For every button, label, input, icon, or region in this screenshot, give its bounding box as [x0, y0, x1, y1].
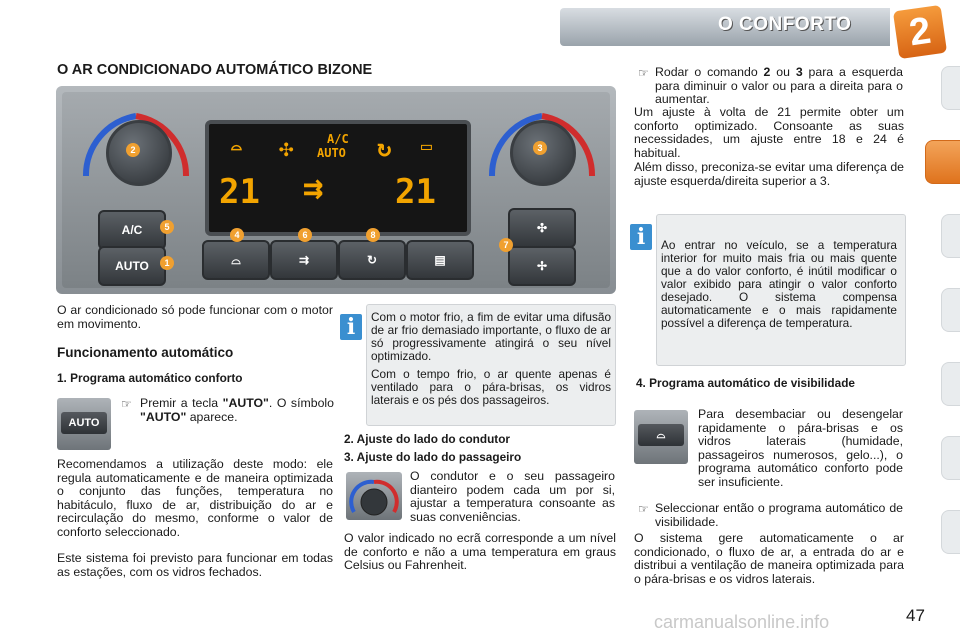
watermark: carmanualsonline.info: [654, 612, 830, 632]
visibility-program-heading: 4. Programa automático de visibilidade: [636, 376, 855, 390]
info-icon: i: [340, 314, 362, 340]
chapter-title: O CONFORTO: [718, 14, 852, 35]
entering-vehicle-note: Ao entrar no veículo, se a temperatura interior for muito mais fria ou mais quente que a do valor conforto, é inútil modificar o valor exibido para atingir o valor conforto desejado. O sistema compensa automaticamente e o mais rapidamente possível a diferença de temperatura.: [661, 238, 897, 330]
auto-key-image: AUTO: [57, 398, 111, 450]
entering-vehicle-info-box: [656, 214, 906, 366]
cold-engine-note: Com o motor frio, a fim de evitar uma difusão de ar frio demasiado importante, o fluxo de ar só progressivamente atingirá o seu nível optimizado.: [371, 310, 611, 363]
display-demist-icon: ⌓: [231, 138, 242, 159]
passenger-side-heading: 3. Ajuste do lado do passageiro: [344, 450, 522, 464]
windscreen-demist-icon: ⌓: [231, 253, 241, 267]
press-auto-instruction: Premir a tecla "AUTO". O símbolo "AUTO" aparece.: [140, 396, 334, 424]
side-tab[interactable]: [941, 214, 960, 258]
optimal-setting-text: Um ajuste à volta de 21 permite obter um conforto optimizado. Consoante as suas necessidades, um ajuste entre 18 e 24 é habitual.: [634, 105, 904, 160]
ac-button[interactable]: A/C: [98, 210, 166, 250]
fan-icon: ✢: [536, 259, 548, 273]
callout-5: 5: [160, 220, 174, 234]
display-rear-demist-icon: ▭: [421, 136, 432, 157]
hand-pointer-icon: ☞: [638, 502, 649, 516]
callout-8: 8: [366, 228, 380, 242]
display-recirculation-icon: ↻: [377, 134, 392, 162]
windscreen-demist-icon: ⌓: [638, 424, 684, 446]
temperature-knob-icon: [346, 472, 402, 520]
hand-pointer-icon: ☞: [638, 66, 649, 80]
display-auto-label: AUTO: [317, 146, 346, 160]
side-tab-active[interactable]: [925, 140, 960, 184]
rear-demist-icon: ▤: [434, 253, 446, 267]
callout-4: 4: [230, 228, 244, 242]
cold-engine-info-box: [366, 304, 616, 426]
callout-3: 3: [533, 141, 547, 155]
airflow-button[interactable]: [270, 240, 338, 280]
display-ac-label: A/C: [327, 132, 349, 146]
fan-icon: ✣: [536, 221, 548, 235]
callout-7: 7: [499, 238, 513, 252]
comfort-program-heading: 1. Programa automático conforto: [57, 371, 243, 385]
display-right-temp: 21: [395, 172, 436, 212]
intro-text: O ar condicionado só pode funcionar com o motor em movimento.: [57, 303, 333, 331]
cold-weather-note: Com o tempo frio, o ar quente apenas é ventilado para o pára-brisas, os vidros laterais e os pés dos passageiros.: [371, 367, 611, 407]
side-tab[interactable]: [941, 66, 960, 110]
fan-speed-down-button[interactable]: [508, 246, 576, 286]
lcd-display: [205, 120, 471, 236]
temp-knob-image: [346, 472, 402, 520]
section-title: O AR CONDICIONADO AUTOMÁTICO BIZONE: [57, 62, 373, 78]
demist-key-image: [634, 410, 688, 464]
difference-advice: Além disso, preconiza-se evitar uma diferença de ajuste esquerda/direita superior a 3.: [634, 160, 904, 188]
side-tab[interactable]: [941, 510, 960, 554]
recirculation-button[interactable]: [338, 240, 406, 280]
turn-knob-instruction: Rodar o comando 2 ou 3 para a esquerda para diminuir o valor ou para a direita para o aumentar.: [655, 65, 903, 107]
visibility-system-text: O sistema gere automaticamente o ar condicionado, o fluxo de ar, a entrada do ar e distribui a ventilação de maneira optimizada para o pára-brisas e os vidros laterais.: [634, 531, 904, 586]
display-left-temp: 21: [219, 172, 260, 212]
fan-speed-up-button[interactable]: [508, 208, 576, 248]
side-chapter-tabs: [938, 66, 960, 586]
callout-1: 1: [160, 256, 174, 270]
rear-demist-button[interactable]: [406, 240, 474, 280]
display-airflow-icon: ⇉: [303, 168, 324, 208]
chapter-number-badge: 2: [893, 5, 947, 59]
driver-side-heading: 2. Ajuste do lado do condutor: [344, 432, 511, 446]
page-number: 47: [906, 606, 925, 625]
display-fan-icon: ✣: [279, 134, 294, 162]
auto-operation-heading: Funcionamento automático: [57, 345, 234, 360]
callout-6: 6: [298, 228, 312, 242]
callout-2: 2: [126, 143, 140, 157]
display-value-note: O valor indicado no ecrã corresponde a um nível de conforto e não a uma temperatura em graus Celsius ou Fahrenheit.: [344, 531, 616, 573]
airflow-icon: ⇉: [298, 253, 310, 267]
independent-temp-text: O condutor e o seu passageiro dianteiro podem cada um por si, ajustar a temperatura consoante as suas conveniências.: [410, 469, 615, 524]
auto-mode-description: Recomendamos a utilização deste modo: ele regula automaticamente e de maneira optimizada o conjunto das funções, temperatura no habitáculo, fluxo de ar, distribuição do ar e recirculação do mesmo, conforme o valor de conforto seleccionado.: [57, 457, 333, 539]
seasons-note: Este sistema foi previsto para funcionar em todas as estações, com os vidros fechados.: [57, 551, 333, 579]
hand-pointer-icon: ☞: [121, 397, 132, 411]
side-tab[interactable]: [941, 288, 960, 332]
side-tab[interactable]: [941, 362, 960, 406]
info-icon: i: [630, 224, 652, 250]
select-visibility-instruction: Seleccionar então o programa automático de visibilidade.: [655, 501, 903, 529]
auto-button[interactable]: AUTO: [98, 246, 166, 286]
demist-description: Para desembaciar ou desengelar rapidamente o pára-brisas e os vidros laterais (humidade, passageiros numerosos, gelo...), o programa automático conforto pode ser insuficiente.: [698, 407, 903, 489]
side-tab[interactable]: [941, 436, 960, 480]
windscreen-demist-button[interactable]: [202, 240, 270, 280]
recirculation-icon: ↻: [366, 253, 378, 267]
